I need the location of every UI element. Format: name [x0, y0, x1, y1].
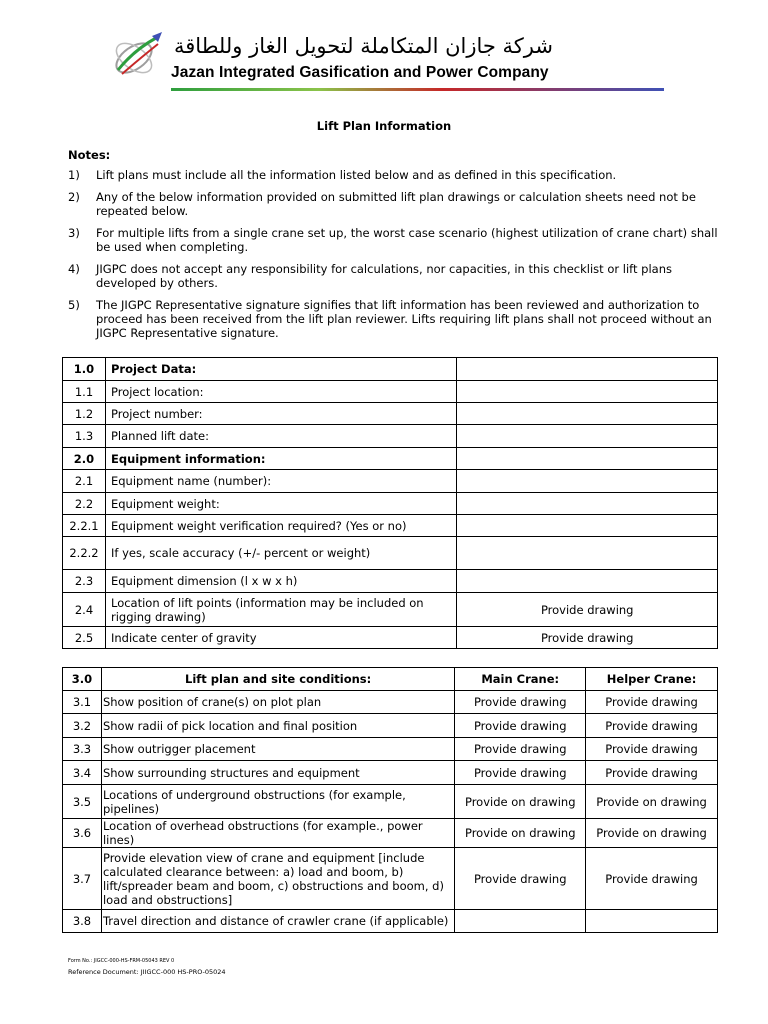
- row-number: 3.7: [63, 848, 102, 910]
- note-number: 5): [68, 298, 80, 312]
- row-value: [457, 403, 718, 425]
- main-crane-value: Provide drawing: [455, 761, 586, 785]
- row-number: 1.1: [63, 381, 106, 403]
- notes-list: [68, 168, 718, 348]
- row-number: 3.2: [63, 714, 102, 738]
- helper-crane-value: Provide drawing: [586, 848, 718, 910]
- project-equipment-table: [62, 357, 718, 649]
- row-label: Provide elevation view of crane and equipment [include calculated clearance between: a) load and boom, b) lift/spreader beam and boom, c) obstructions and boom, d) load and obstructions]: [101, 848, 454, 910]
- row-number: 3.4: [63, 761, 102, 785]
- lift-plan-site-table: [62, 667, 718, 933]
- row-number: 2.4: [63, 593, 106, 627]
- table-row: [63, 785, 718, 819]
- table-row: [63, 381, 718, 403]
- row-label: Show surrounding structures and equipment: [101, 761, 454, 785]
- helper-crane-value: Provide drawing: [586, 691, 718, 714]
- note-item: [68, 168, 718, 182]
- notes-heading: Notes:: [68, 148, 111, 162]
- row-value: [457, 570, 718, 593]
- table-row: [63, 593, 718, 627]
- row-number: 1.0: [63, 358, 106, 381]
- row-number: 2.2.1: [63, 515, 106, 537]
- helper-crane-value: Provide on drawing: [586, 819, 718, 848]
- row-value: [457, 470, 718, 493]
- note-number: 4): [68, 262, 80, 276]
- row-label: Location of overhead obstructions (for example., power lines): [101, 819, 454, 848]
- row-label: Show outrigger placement: [101, 738, 454, 761]
- row-label: Equipment dimension (l x w x h): [105, 570, 456, 593]
- main-crane-value: Provide drawing: [455, 848, 586, 910]
- document-title: Lift Plan Information: [316, 119, 452, 133]
- helper-crane-value: Provide drawing: [586, 761, 718, 785]
- row-number: 2.1: [63, 470, 106, 493]
- note-text: For multiple lifts from a single crane set up, the worst case scenario (highest utilization of crane chart) shall be used when completing.: [96, 226, 718, 254]
- table-row: [63, 910, 718, 933]
- row-label: Show position of crane(s) on plot plan: [101, 691, 454, 714]
- row-number: 3.3: [63, 738, 102, 761]
- table-row: [63, 448, 718, 470]
- row-number: 2.3: [63, 570, 106, 593]
- main-crane-value: Provide drawing: [455, 691, 586, 714]
- main-crane-header: Main Crane:: [455, 668, 586, 691]
- section-number: 3.0: [63, 668, 102, 691]
- row-number: 2.5: [63, 627, 106, 649]
- row-value: [457, 425, 718, 448]
- letterhead: [108, 30, 668, 94]
- note-number: 3): [68, 226, 80, 240]
- main-crane-value: Provide on drawing: [455, 785, 586, 819]
- row-label: Travel direction and distance of crawler crane (if applicable): [101, 910, 454, 933]
- helper-crane-value: Provide on drawing: [586, 785, 718, 819]
- note-item: [68, 190, 718, 218]
- row-value: [457, 515, 718, 537]
- table-row: [63, 403, 718, 425]
- note-item: [68, 298, 718, 340]
- row-value: [457, 493, 718, 515]
- note-text: Lift plans must include all the information listed below and as defined in this specification.: [96, 168, 617, 182]
- row-value: [457, 358, 718, 381]
- table-row: [63, 493, 718, 515]
- company-name-english: Jazan Integrated Gasification and Power Company: [171, 64, 549, 81]
- note-text: Any of the below information provided on submitted lift plan drawings or calculation sheets need not be repeated below.: [96, 190, 696, 218]
- row-label: Equipment name (number):: [105, 470, 456, 493]
- table-row: [63, 738, 718, 761]
- row-number: 3.5: [63, 785, 102, 819]
- row-label: Equipment weight:: [105, 493, 456, 515]
- row-number: 2.2: [63, 493, 106, 515]
- main-crane-value: Provide drawing: [455, 738, 586, 761]
- note-item: [68, 226, 718, 254]
- row-value: Provide drawing: [457, 593, 718, 627]
- row-label: Planned lift date:: [105, 425, 456, 448]
- note-text: JIGPC does not accept any responsibility for calculations, nor capacities, in this checklist or lift plans developed by others.: [96, 262, 672, 290]
- row-label: Indicate center of gravity: [105, 627, 456, 649]
- row-label: If yes, scale accuracy (+/- percent or weight): [105, 537, 456, 570]
- table-row: [63, 819, 718, 848]
- row-number: 3.8: [63, 910, 102, 933]
- row-value: Provide drawing: [457, 627, 718, 649]
- row-value: [457, 537, 718, 570]
- helper-crane-value: Provide drawing: [586, 738, 718, 761]
- row-number: 1.2: [63, 403, 106, 425]
- row-number: 3.6: [63, 819, 102, 848]
- section-title: Lift plan and site conditions:: [101, 668, 454, 691]
- table-row: [63, 627, 718, 649]
- row-label: Equipment weight verification required? (Yes or no): [105, 515, 456, 537]
- row-number: 2.0: [63, 448, 106, 470]
- main-crane-value: [455, 910, 586, 933]
- row-number: 3.1: [63, 691, 102, 714]
- row-value: [457, 448, 718, 470]
- row-label: Project location:: [105, 381, 456, 403]
- note-number: 2): [68, 190, 80, 204]
- table-header-row: [63, 668, 718, 691]
- table-row: [63, 358, 718, 381]
- company-logo-icon: [108, 30, 164, 86]
- table-row: [63, 537, 718, 570]
- form-number: Form No.: JIGCC-000-HS-FRM-05043 REV 0: [68, 958, 175, 964]
- header-rule: [171, 88, 664, 91]
- row-label: Show radii of pick location and final position: [101, 714, 454, 738]
- row-value: [457, 381, 718, 403]
- table-row: [63, 515, 718, 537]
- table-row: [63, 691, 718, 714]
- row-label: Project Data:: [105, 358, 456, 381]
- table-row: [63, 848, 718, 910]
- helper-crane-value: [586, 910, 718, 933]
- main-crane-value: Provide on drawing: [455, 819, 586, 848]
- helper-crane-header: Helper Crane:: [586, 668, 718, 691]
- row-label: Equipment information:: [105, 448, 456, 470]
- row-label: Location of lift points (information may be included on rigging drawing): [105, 593, 456, 627]
- row-label: Project number:: [105, 403, 456, 425]
- row-number: 2.2.2: [63, 537, 106, 570]
- table-row: [63, 470, 718, 493]
- main-crane-value: Provide drawing: [455, 714, 586, 738]
- table-row: [63, 714, 718, 738]
- row-number: 1.3: [63, 425, 106, 448]
- table-row: [63, 570, 718, 593]
- company-name-arabic: شركة جازان المتكاملة لتحويل الغاز وللطاقة: [174, 34, 553, 58]
- reference-document: Reference Document: JIIGCC-000 HS-PRO-05024: [68, 968, 226, 976]
- table-row: [63, 761, 718, 785]
- note-number: 1): [68, 168, 80, 182]
- row-label: Locations of underground obstructions (for example, pipelines): [101, 785, 454, 819]
- note-text: The JIGPC Representative signature signifies that lift information has been reviewed and authorization to proceed has been received from the lift plan reviewer. Lifts requiring lift plans shall not proceed without an JIGPC Representative signature.: [96, 298, 712, 340]
- table-row: [63, 425, 718, 448]
- note-item: [68, 262, 718, 290]
- helper-crane-value: Provide drawing: [586, 714, 718, 738]
